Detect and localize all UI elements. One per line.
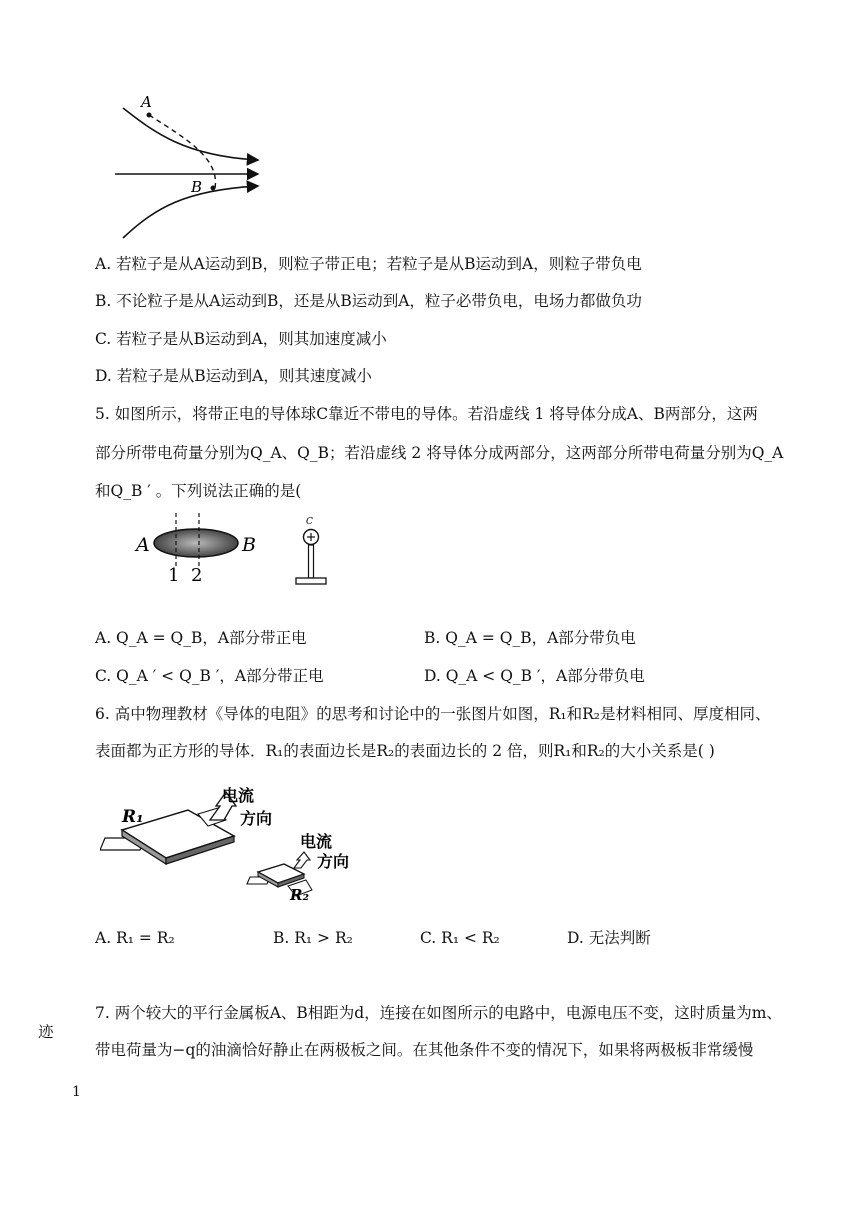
margin-character: 迹 [38, 1023, 54, 1041]
label-a: A [141, 93, 152, 111]
trajectory-dashed [149, 115, 215, 188]
point-a [147, 113, 152, 118]
label-b: B [191, 178, 203, 196]
q4-option-c: C. 若粒子是从B运动到A，则其加速度减小 [95, 330, 387, 348]
q5-option-d: D. Q_A < Q_B ′，A部分带负电 [424, 667, 645, 685]
resistor-figure [100, 780, 370, 910]
current-label-1: 电流 [222, 786, 255, 805]
direction-label-2: 方向 [317, 852, 350, 871]
q6-option-c: C. R₁ < R₂ [420, 929, 500, 947]
direction-label-1: 方向 [240, 809, 273, 828]
q6-option-b: B. R₁ > R₂ [273, 929, 353, 947]
q5-stem-line1: 5. 如图所示，将带正电的导体球C靠近不带电的导体。若沿虚线 1 将导体分成A、B两部分，这两 [95, 405, 758, 423]
field-lines-figure [105, 88, 275, 248]
current-label-2: 电流 [300, 832, 333, 851]
q5-stem-line3: 和Q_B ′ 。下列说法正确的是( [95, 482, 302, 500]
q4-option-b: B. 不论粒子是从A运动到B，还是从B运动到A，粒子必带负电，电场力都做负功 [95, 292, 642, 310]
stand-base [296, 578, 326, 584]
label-c: C [306, 517, 313, 527]
q5-option-a: A. Q_A = Q_B，A部分带正电 [95, 629, 307, 647]
conductor-figure [130, 505, 330, 595]
q5-option-b: B. Q_A = Q_B，A部分带负电 [424, 629, 636, 647]
q7-stem-line2: 带电荷量为−q的油滴恰好静止在两极板之间。在其他条件不变的情况下，如果将两极板非常缓慢 [95, 1041, 754, 1059]
r1-label: R₁ [122, 807, 144, 827]
q6-stem-line1: 6. 高中物理教材《导体的电阻》的思考和讨论中的一张图片如图，R₁和R₂是材料相同、厚度相同、 [95, 705, 771, 723]
q5-option-c: C. Q_A ′ < Q_B ′，A部分带正电 [95, 667, 324, 685]
q6-stem-line2: 表面都为正方形的导体．R₁的表面边长是R₂的表面边长的 2 倍，则R₁和R₂的大小关系是( ) [95, 742, 715, 760]
q4-option-d: D. 若粒子是从B运动到A，则其速度减小 [95, 367, 372, 385]
q6-option-d: D. 无法判断 [567, 929, 651, 947]
q7-stem-line1: 7. 两个较大的平行金属板A、B相距为d，连接在如图所示的电路中，电源电压不变，这时质量为m、 [95, 1004, 782, 1022]
conductor-ellipse [154, 529, 238, 557]
label-b: B [242, 534, 256, 556]
label-2: 2 [191, 565, 203, 586]
page-number: 1 [72, 1084, 81, 1100]
q5-stem-line2: 部分所带电荷量分别为Q_A、Q_B；若沿虚线 2 将导体分成两部分，这两部分所带电荷量分别为Q_A [95, 444, 784, 462]
current-arrow-2 [294, 852, 310, 868]
q4-option-a: A. 若粒子是从A运动到B，则粒子带正电；若粒子是从B运动到A，则粒子带负电 [95, 255, 642, 273]
label-a: A [136, 534, 150, 556]
q6-option-a: A. R₁ = R₂ [95, 929, 175, 947]
field-line-top [123, 108, 258, 160]
point-b [211, 186, 216, 191]
label-1: 1 [168, 565, 180, 586]
stand-pole [309, 545, 314, 578]
r2-label: R₂ [290, 886, 310, 904]
